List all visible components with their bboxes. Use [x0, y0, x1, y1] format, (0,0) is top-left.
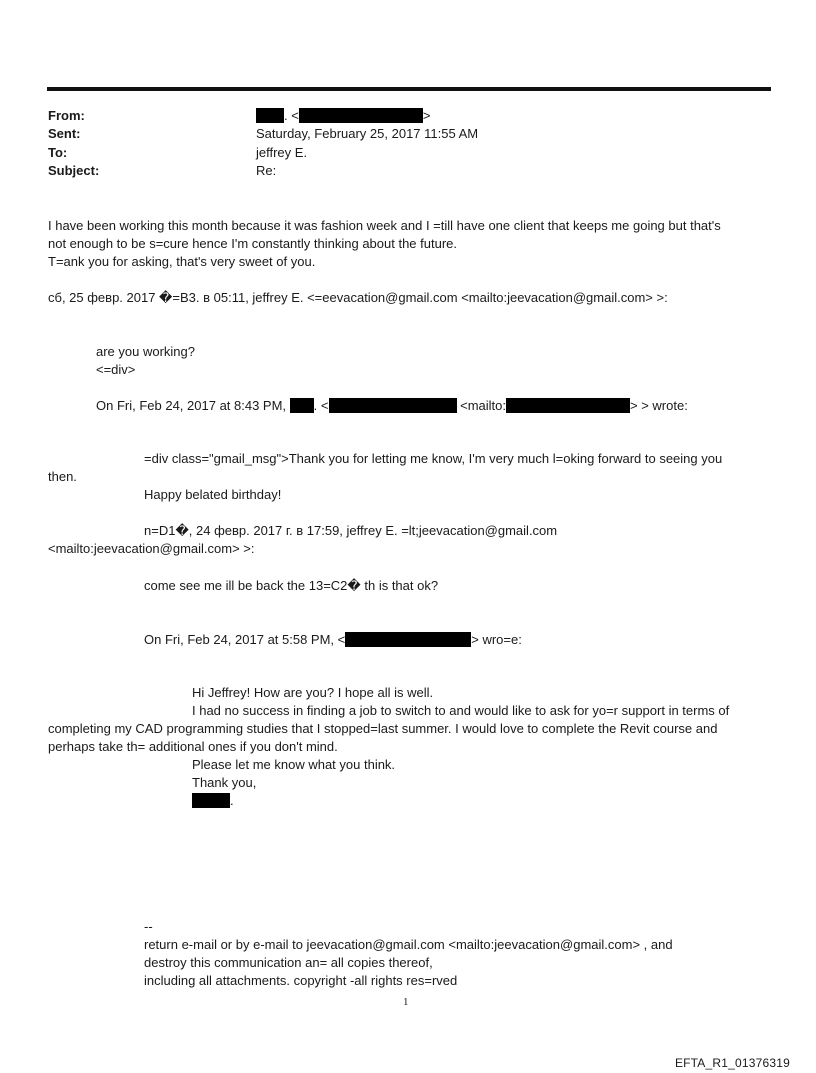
signature-dot: . [230, 793, 234, 808]
quote-line: =div class="gmail_msg">Thank you for letting me know, I'm very much l=oking forward to seeing you [144, 451, 723, 466]
quote-on-wrote-line [144, 631, 522, 649]
from-gt: > [422, 108, 431, 123]
quote-line: come see me ill be back the 13=C2� th is that ok? [144, 578, 439, 593]
quote-line: I had no success in finding a job to switch to and would like to ask for yo=r support in terms of [192, 703, 730, 718]
body-line: I have been working this month because it was fashion week and I =till have one client that keeps me going but that's [48, 218, 721, 233]
redaction-bar [256, 108, 284, 123]
quote-line: Happy belated birthday! [144, 487, 282, 502]
quote-line: are you working? [96, 344, 195, 359]
quote-on-prefix: On Fri, Feb 24, 2017 at 8:43 PM, [96, 398, 287, 413]
from-dot: . [284, 108, 288, 123]
quote-line: then. [48, 469, 77, 484]
quote-on-prefix: On Fri, Feb 24, 2017 at 5:58 PM, < [144, 632, 346, 647]
sent-label: Sent: [48, 126, 81, 141]
sig-line: return e-mail or by e-mail to jeevacation@gmail.com <mailto:jeevacation@gmail.com> , and [144, 937, 673, 952]
header-rule [47, 87, 771, 91]
quote-reply-header: <mailto:jeevacation@gmail.com> >: [48, 541, 255, 556]
page-number: 1 [403, 996, 409, 1008]
sig-dashes: -- [144, 919, 153, 934]
quote-line: <=div> [96, 362, 136, 377]
redaction-bar [299, 108, 423, 123]
quote-signature [192, 792, 234, 810]
to-label: To: [48, 145, 68, 160]
redaction-bar [290, 398, 314, 413]
from-lt: < [291, 108, 299, 123]
quote-on-wrote-line [96, 397, 688, 415]
reply-header-line: сб, 25 февр. 2017 �=B3. в 05:11, jeffrey E. <=eevacation@gmail.com <mailto:jeevacation@gmail.com> >: [48, 290, 668, 305]
subject-value: Re: [256, 163, 277, 178]
quote-line: Hi Jeffrey! How are you? I hope all is well. [192, 685, 434, 700]
subject-label: Subject: [48, 163, 100, 178]
body-line: not enough to be s=cure hence I'm constantly thinking about the future. [48, 236, 458, 251]
from-label: From: [48, 108, 85, 123]
quote-on-suffix: > > wrote: [630, 398, 688, 413]
to-value: jeffrey E. [256, 145, 308, 160]
quote-line: perhaps take th= additional ones if you don't mind. [48, 739, 338, 754]
redaction-bar [506, 398, 630, 413]
document-id: EFTA_R1_01376319 [674, 1056, 790, 1070]
sig-line: including all attachments. copyright -all rights res=rved [144, 973, 458, 988]
quote-on-suffix: > wro=e: [471, 632, 522, 647]
quote-reply-header: n=D1�, 24 февр. 2017 г. в 17:59, jeffrey E. =lt;jeevacation@gmail.com [144, 523, 558, 538]
body-line: T=ank you for asking, that's very sweet of you. [48, 254, 316, 269]
quote-line: Thank you, [192, 775, 257, 790]
quote-on-dot: . < [313, 398, 329, 413]
sig-line: destroy this communication an= all copies thereof, [144, 955, 433, 970]
redaction-bar [192, 793, 230, 808]
from-value [256, 107, 430, 125]
sent-value: Saturday, February 25, 2017 11:55 AM [256, 126, 479, 141]
redaction-bar [329, 398, 457, 413]
redaction-bar [345, 632, 471, 647]
quote-line: Please let me know what you think. [192, 757, 396, 772]
quote-line: completing my CAD programming studies that I stopped=last summer. I would love to complete the Revit course and [48, 721, 718, 736]
quote-on-mailto: <mailto: [460, 398, 507, 413]
